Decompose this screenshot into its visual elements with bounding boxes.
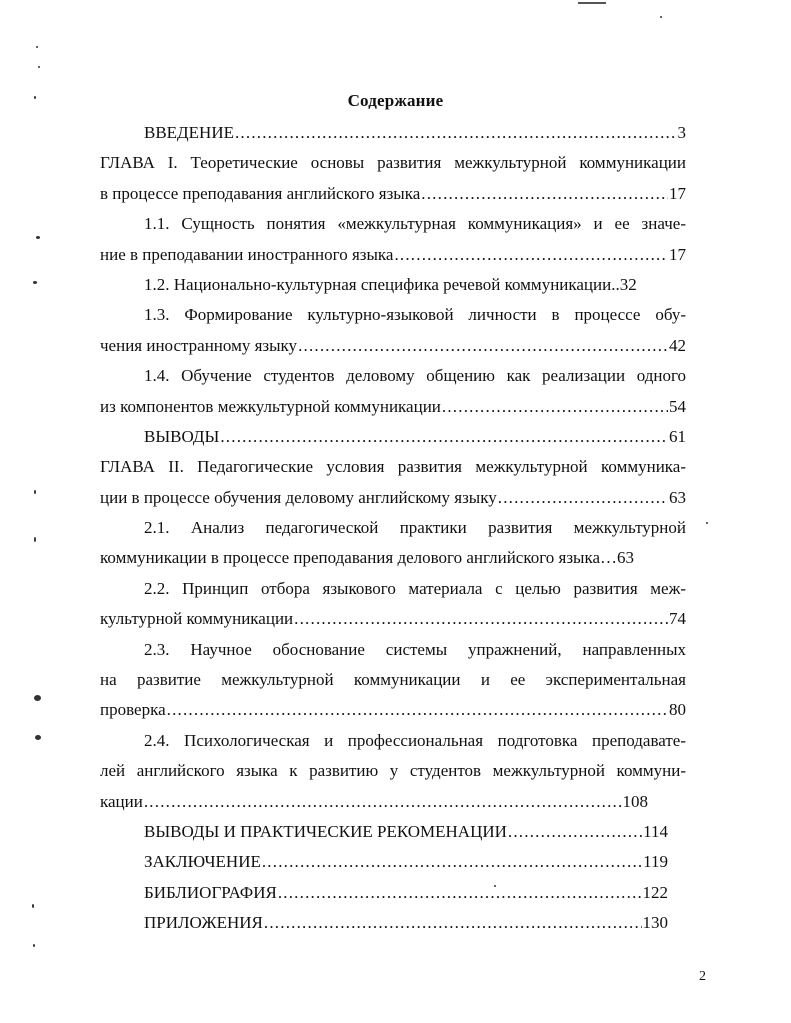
toc-entry-title: ВЫВОДЫ И ПРАКТИЧЕСКИЕ РЕКОМЕНАЦИИ xyxy=(144,821,507,841)
leader-dots xyxy=(262,847,642,877)
leader-dots xyxy=(235,118,677,148)
leader-dots xyxy=(264,908,642,938)
toc-entry-title: ВЫВОДЫ xyxy=(144,426,220,446)
leader-dots xyxy=(167,695,668,725)
toc-page-number: 54 xyxy=(669,396,686,416)
toc-entry-2-3-line-3[interactable] xyxy=(100,695,686,725)
leader-dots xyxy=(508,817,642,847)
leader-dots xyxy=(278,878,642,908)
leader-dots xyxy=(144,787,622,817)
toc-entry-title: чения иностранному языку xyxy=(100,335,298,355)
toc-entry-title: кации xyxy=(100,791,143,811)
toc-page-number: 3 xyxy=(677,123,686,142)
toc-entry-title: ции в процессе обучения деловому английскому языку xyxy=(100,487,497,507)
toc-entry-2-1-line-2[interactable]: коммуникации в процессе преподавания делового английского языка…63 xyxy=(100,548,635,568)
toc-entry-title: из компонентов межкультурной коммуникации xyxy=(100,396,441,416)
toc-page-number: 17 xyxy=(669,183,686,203)
toc-entry-title: культурной коммуникации xyxy=(100,609,294,629)
table-of-contents xyxy=(100,118,686,939)
toc-entry-2-4-line-1[interactable]: 2.4. Психологическая и профессиональная подготовка преподавате- xyxy=(144,730,686,750)
toc-entry-1-3-line-1[interactable]: 1.3. Формирование культурно-языковой личности в процессе обу- xyxy=(144,305,686,325)
toc-entry-introduction[interactable] xyxy=(100,118,686,148)
toc-page-number: 119 xyxy=(643,852,668,872)
toc-entry-title: БИБЛИОГРАФИЯ xyxy=(144,882,277,902)
toc-page-number: 63 xyxy=(669,487,686,507)
toc-entry-title: ЗАКЛЮЧЕНИЕ xyxy=(144,852,261,872)
toc-entry-2-1-line-1[interactable]: 2.1. Анализ педагогической практики развития межкультурной xyxy=(144,518,686,538)
leader-dots xyxy=(294,604,668,634)
toc-entry-1-2[interactable]: 1.2. Национально-культурная специфика речевой коммуникации..32 xyxy=(144,274,637,294)
toc-entry-2-3-line-1[interactable]: 2.3. Научное обоснование системы упражнений, направленных xyxy=(144,639,686,659)
toc-page-number: 130 xyxy=(642,913,668,933)
toc-page-number: 61 xyxy=(669,426,686,446)
toc-entry-conclusion[interactable] xyxy=(100,847,668,877)
toc-entry-1-1-line-1[interactable]: 1.1. Сущность понятия «межкультурная коммуникация» и ее значе- xyxy=(144,214,686,234)
toc-entry-appendices[interactable] xyxy=(100,908,668,938)
toc-entry-conclusions-1[interactable] xyxy=(100,422,686,452)
toc-entry-title: в процессе преподавания английского языка xyxy=(100,183,421,203)
scan-mark xyxy=(578,2,606,4)
toc-page-number: 74 xyxy=(669,609,686,629)
leader-dots xyxy=(298,331,668,361)
toc-entry-chapter-2-line-2[interactable] xyxy=(100,483,686,513)
toc-page-number: 108 xyxy=(622,791,648,811)
toc-page-number: 42 xyxy=(669,335,686,355)
toc-entry-1-4-line-2[interactable] xyxy=(100,392,686,422)
toc-entry-chapter-2-line-1[interactable]: ГЛАВА II. Педагогические условия развития межкультурной коммуника- xyxy=(100,457,686,477)
toc-entry-2-4-line-3[interactable] xyxy=(100,787,648,817)
toc-page-number: 80 xyxy=(669,700,686,720)
toc-entry-title: ВВЕДЕНИЕ xyxy=(144,123,234,142)
toc-entry-2-4-line-2[interactable]: лей английского языка к развитию у студентов межкультурной коммуни- xyxy=(100,761,686,781)
toc-page-number: 114 xyxy=(643,821,668,841)
toc-entry-title: ние в преподавании иностранного языка xyxy=(100,244,394,264)
leader-dots xyxy=(442,392,668,422)
toc-entry-2-3-line-2[interactable]: на развитие межкультурной коммуникации и ее экспериментальная xyxy=(100,670,686,690)
toc-entry-title: проверка xyxy=(100,700,166,720)
toc-entry-1-3-line-2[interactable] xyxy=(100,331,686,361)
leader-dots xyxy=(498,483,668,513)
toc-entry-bibliography[interactable] xyxy=(100,878,668,908)
toc-entry-chapter-1-line-1[interactable]: ГЛАВА I. Теоретические основы развития межкультурной коммуникации xyxy=(100,153,686,173)
page-number: 2 xyxy=(699,969,706,984)
toc-entry-1-4-line-1[interactable]: 1.4. Обучение студентов деловому общению как реализации одного xyxy=(144,366,686,386)
leader-dots xyxy=(220,422,668,452)
toc-entry-2-2-line-1[interactable]: 2.2. Принцип отбора языкового материала с целью развития меж- xyxy=(144,578,686,598)
toc-entry-conclusions-recommendations[interactable] xyxy=(100,817,668,847)
toc-entry-2-2-line-2[interactable] xyxy=(100,604,686,634)
toc-entry-chapter-1-line-2[interactable] xyxy=(100,179,686,209)
toc-page-number: 17 xyxy=(669,244,686,264)
toc-entry-1-1-line-2[interactable] xyxy=(100,240,686,270)
leader-dots xyxy=(394,240,668,270)
toc-entry-title: ПРИЛОЖЕНИЯ xyxy=(144,913,263,933)
toc-page-number: 122 xyxy=(642,882,668,902)
page-title: Содержание xyxy=(347,91,444,110)
leader-dots xyxy=(421,179,668,209)
